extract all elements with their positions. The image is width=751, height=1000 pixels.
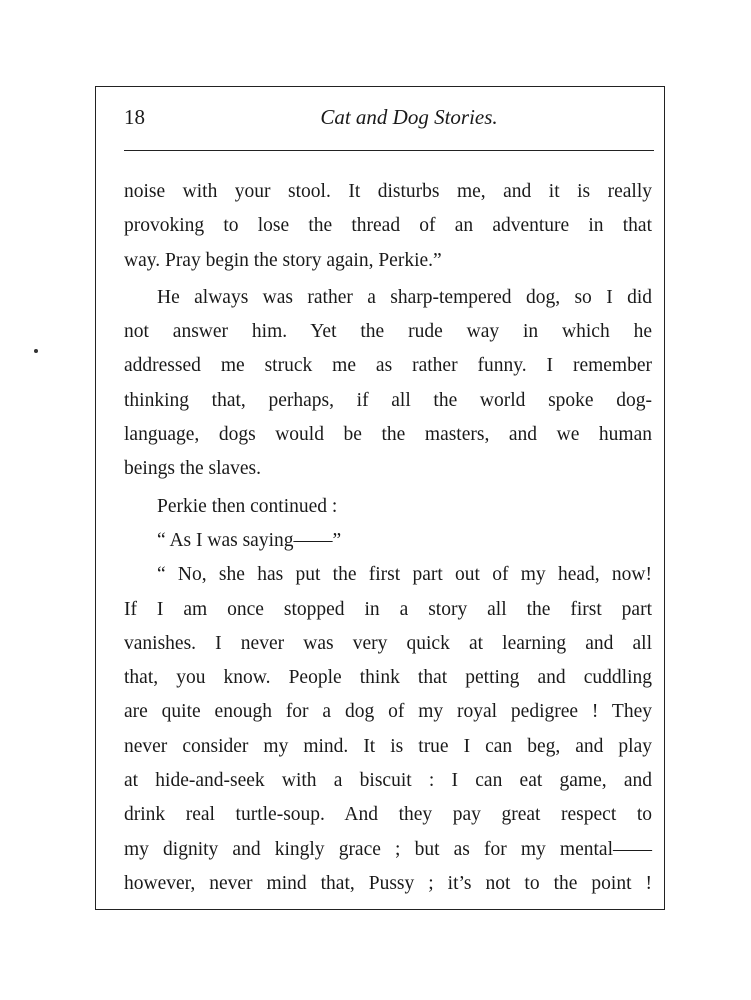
body-text [124,175,652,901]
paragraph [124,281,652,487]
text-line: at hide-and-seek with a biscuit : I can eat game, and [124,770,652,792]
stray-ink-mark [34,349,38,353]
text-line: beings the slaves. [124,458,262,480]
paragraph [124,175,652,278]
text-line: He always was rather a sharp-tempered dog, so I did [157,286,652,308]
text-line: are quite enough for a dog of my royal pedigree ! They [124,701,652,723]
text-line: my dignity and kingly grace ; but as for my mental—— [124,838,652,860]
text-line: “ No, she has put the first part out of my head, now! [157,564,652,586]
text-line: vanishes. I never was very quick at learning and all [124,632,652,654]
paragraph [124,558,652,901]
text-line: way. Pray begin the story again, Perkie.” [124,249,442,271]
text-line: provoking to lose the thread of an adventure in that [124,215,652,237]
text-line: not answer him. Yet the rude way in which he [124,321,652,343]
text-line: that, you know. People think that petting and cuddling [124,667,652,689]
text-line: noise with your stool. It disturbs me, and it is really [124,181,652,202]
text-line: language, dogs would be the masters, and we human [124,424,652,446]
running-title: Cat and Dog Stories. [320,105,498,129]
text-line: “ As I was saying——” [157,529,342,551]
text-line: If I am once stopped in a story all the first part [124,598,652,620]
text-line: drink real turtle-soup. And they pay great respect to [124,804,652,826]
text-line: thinking that, perhaps, if all the world spoke dog- [124,389,652,411]
page-number: 18 [124,105,145,129]
text-line: however, never mind that, Pussy ; it’s not to the point ! [124,872,652,894]
paragraph [124,490,652,524]
page-frame [95,86,665,910]
text-line: never consider my mind. It is true I can beg, and play [124,735,652,757]
text-line: addressed me struck me as rather funny. I remember [124,355,652,377]
paragraph [124,524,652,558]
page-header [124,105,654,135]
text-line: Perkie then continued : [157,495,338,517]
header-rule [124,150,654,151]
